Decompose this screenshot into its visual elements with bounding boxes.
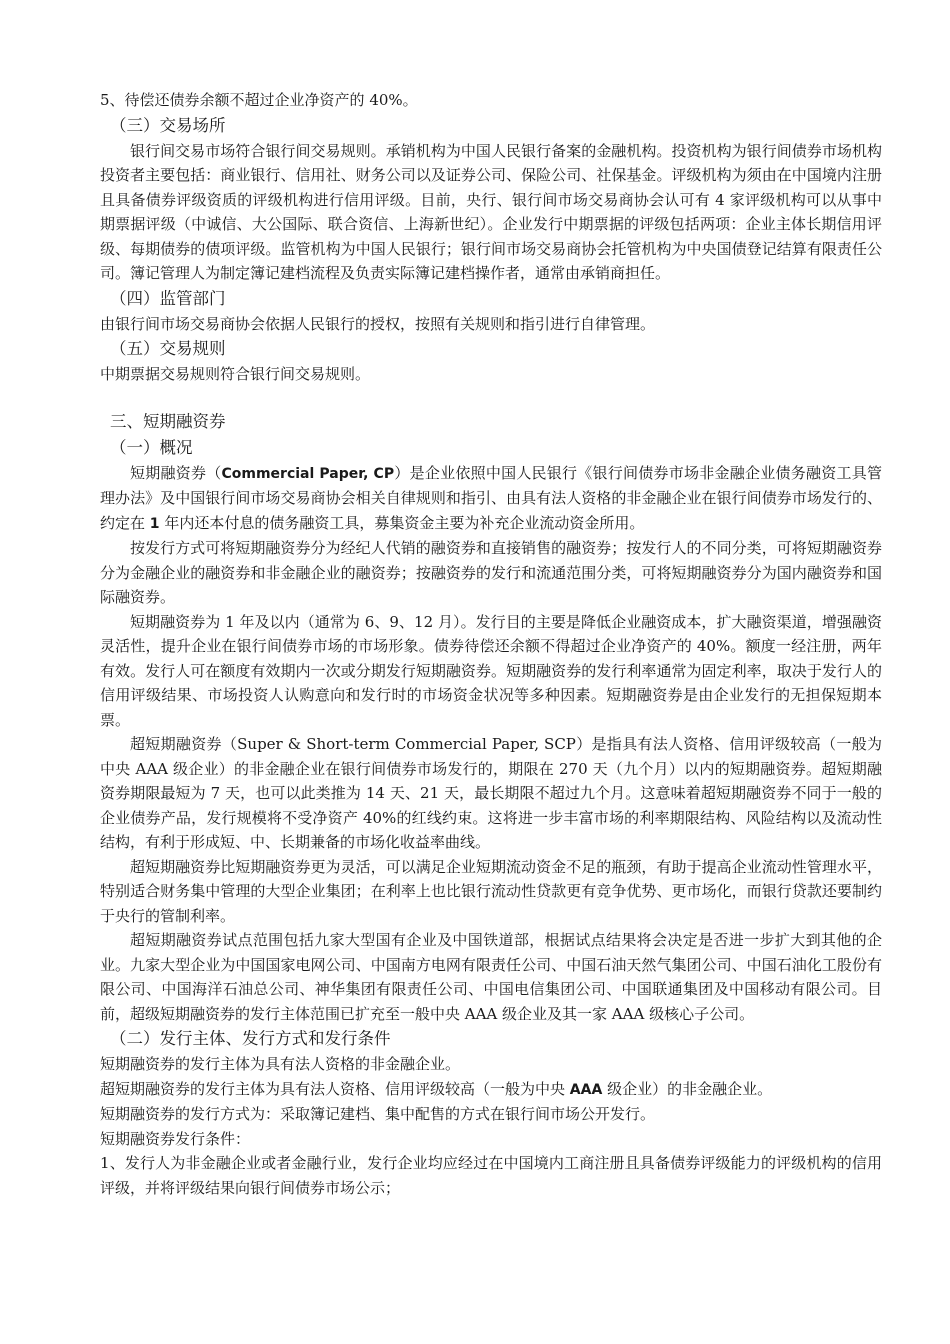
- paragraph-cp-definition: [100, 461, 882, 537]
- paragraph-issuer-scp: [100, 1077, 882, 1103]
- heading-overview: （一）概况: [110, 437, 193, 457]
- heading-section-3: 三、短期融资券: [110, 411, 226, 431]
- paragraph-trade-rules: 中期票据交易规则符合银行间交易规则。: [100, 365, 371, 383]
- cp-def-year: 1: [149, 515, 160, 532]
- heading-trade-venue: （三）交易场所: [110, 115, 226, 135]
- paragraph-trade-venue: 银行间交易市场符合银行间交易规则。承销机构为中国人民银行备案的金融机构。投资机构为银行间债券市场机构投资者主要包括：商业银行、信用社、财务公司以及证券公司、保险公司、社保基金。评级机构为须由在中国境内注册且具备债券评级资质的评级机构进行信用评级。目前，央行、银行间市场交易商协会认可有 4 家评级机构可以从事中期票据评级（中诚信、大公国际、联合资信、上海新世纪）。企业发行中期票据的评级包括两项：企业主体长期信用评级、每期债券的债项评级。监管机构为中国人民银行；银行间市场交易商协会托管机构为中央国债登记结算有限责任公司。簿记管理人为制定簿记建档流程及负责实际簿记建档操作者，通常由承销商担任。: [100, 141, 882, 282]
- paragraph-scp-flexibility: 超短期融资券比短期融资券更为灵活，可以满足企业短期流动资金不足的瓶颈，有助于提高企业流动性管理水平，特别适合财务集中管理的大型企业集团；在利率上也比银行流动性贷款更有竞争优势、更市场化，而银行贷款还要制约于央行的管制利率。: [100, 857, 882, 925]
- section-gap: [100, 387, 882, 409]
- issuer-scp-text-b: 级企业）的非金融企业。: [607, 1079, 773, 1098]
- paragraph-issuer-cp: 短期融资券的发行主体为具有法人资格的非金融企业。: [100, 1055, 461, 1073]
- cp-def-english-term: Commercial Paper, CP: [221, 465, 395, 482]
- paragraph-supervision: 由银行间市场交易商协会依据人民银行的授权，按照有关规则和指引进行自律管理。: [100, 314, 656, 333]
- heading-issuer: （二）发行主体、发行方式和发行条件: [110, 1029, 391, 1048]
- heading-supervision: （四）监管部门: [110, 288, 226, 308]
- paragraph-issue-conditions: 短期融资券发行条件：: [100, 1129, 251, 1148]
- cp-def-text-b: ）是企业依照中国人民银行《银行间债券市场非金融企业债务融资工具管理办法》及中国银行间市场交易商协会相关自律规则和指引、由具有法人资格的非金融企业在银行间债券市场发行的、约定在: [100, 463, 882, 532]
- list-item-5: 5、待偿还债券余额不超过企业净资产的 40%。: [100, 91, 418, 109]
- issuer-scp-text-a: 超短期融资券的发行主体为具有法人资格、信用评级较高（一般为中央: [100, 1079, 566, 1098]
- cp-def-text-a: 短期融资券（: [130, 463, 222, 482]
- cp-def-text-c: 年内还本付息的债务融资工具，募集资金主要为补充企业流动资金所用。: [164, 513, 645, 532]
- paragraph-condition-1: 1、发行人为非金融企业或者金融行业，发行企业均应经过在中国境内工商注册且具备债券评级能力的评级机构的信用评级，并将评级结果向银行间债券市场公示；: [100, 1154, 882, 1197]
- paragraph-issue-method: 短期融资券的发行方式为：采取簿记建档、集中配售的方式在银行间市场公开发行。: [100, 1105, 656, 1123]
- heading-trade-rules: （五）交易规则: [110, 339, 226, 358]
- paragraph-cp-classification: 按发行方式可将短期融资券分为经纪人代销的融资券和直接销售的融资券；按发行人的不同分类，可将短期融资券分为金融企业的融资券和非金融企业的融资券；按融资券的发行和流通范围分类，可将短期融资券分为国内融资券和国际融资券。: [100, 539, 882, 606]
- paragraph-scp-definition: 超短期融资券（Super & Short-term Commercial Paper, SCP）是指具有法人资格、信用评级较高（一般为中央 AAA 级企业）的非金融企业在银行间债券市场发行的，期限在 270 天（九个月）以内的短期融资券。超短期融资券期限最短为 7 天，也可以此类推为 14 天、21 天，最长期限不超过九个月。这意味着超短期融资券不同于一般的企业债券产品，发行规模将不受净资产 40%的红线约束。这将进一步丰富市场的利率期限结构、风险结构以及流动性结构，有利于形成短、中、长期兼备的市场化收益率曲线。: [100, 735, 882, 851]
- paragraph-cp-term: 短期融资券为 1 年及以内（通常为 6、9、12 月）。发行目的主要是降低企业融资成本，扩大融资渠道，增强融资灵活性，提升企业在银行间债券市场的市场形象。债券待偿还余额不得超过企业净资产的 40%。额度一经注册，两年有效。发行人可在额度有效期内一次或分期发行短期融资券。短期融资券的发行利率通常为固定利率，取决于发行人的信用评级结果、市场投资人认购意向和发行时的市场资金状况等多种因素。短期融资券是由企业发行的无担保短期本票。: [100, 612, 882, 729]
- issuer-scp-rating: AAA: [569, 1081, 603, 1098]
- paragraph-scp-pilot: 超短期融资券试点范围包括九家大型国有企业及中国铁道部，根据试点结果将会决定是否进一步扩大到其他的企业。九家大型企业为中国国家电网公司、中国南方电网有限责任公司、中国石油天然气集团公司、中国石油化工股份有限公司、中国海洋石油总公司、神华集团有限责任公司、中国电信集团公司、中国联通集团及中国移动有限公司。目前，超级短期融资券的发行主体范围已扩充至一般中央 AAA 级企业及其一家 AAA 级核心子公司。: [100, 931, 882, 1023]
